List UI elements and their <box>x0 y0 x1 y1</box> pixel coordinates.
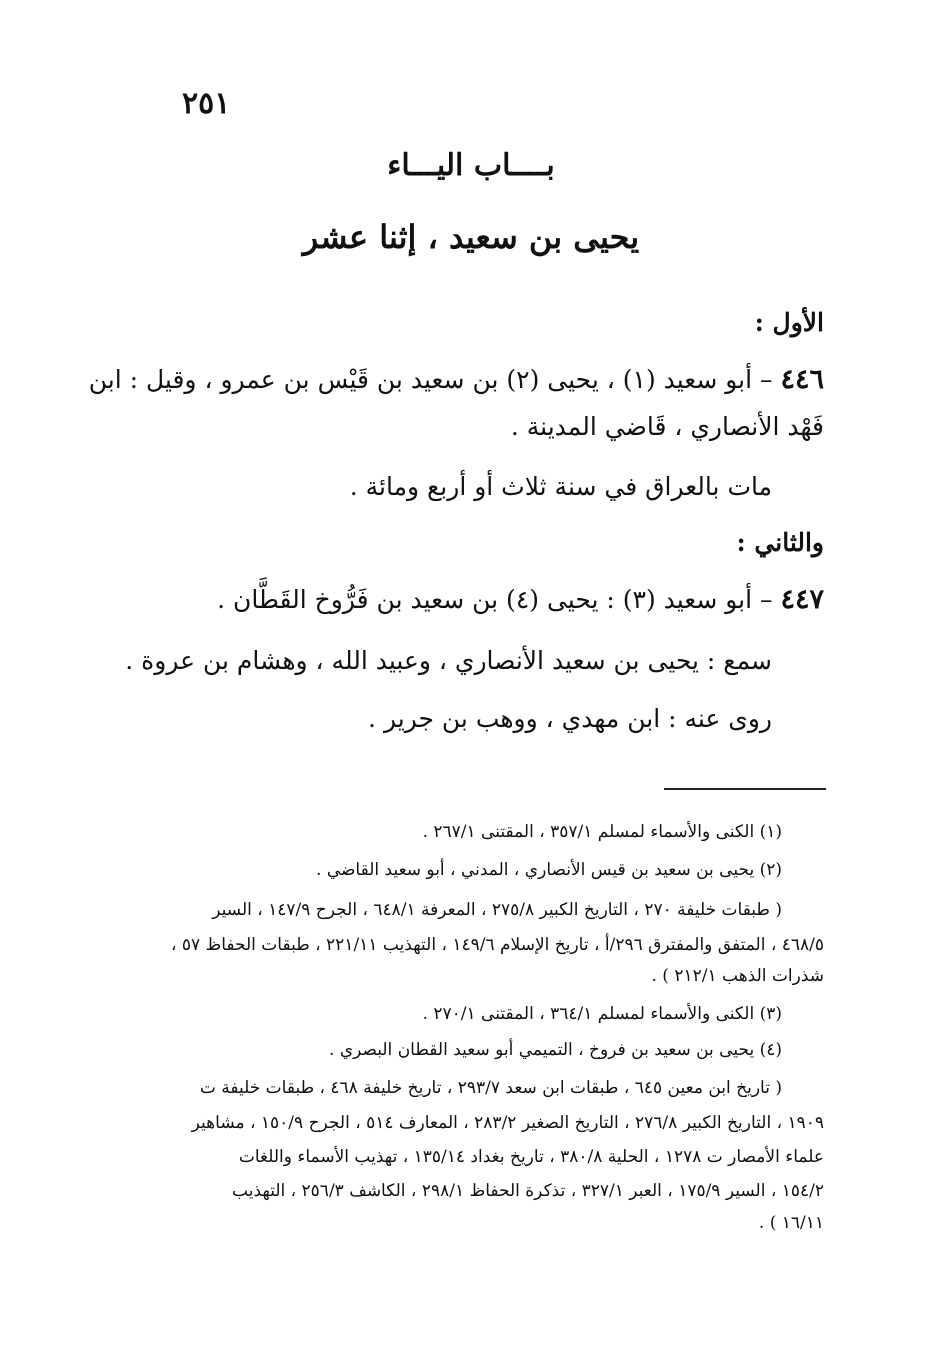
entry-447-heard: سمع : يحيى بن سعيد الأنصاري ، وعبيد الله ، وهشام بن عروة . <box>125 646 772 675</box>
footnote-4-refs-3: علماء الأمصار ت ١٢٧٨ ، الحلية ٣٨٠/٨ ، تاريخ بغداد ١٣٥/١٤ ، تهذيب الأسماء واللغات <box>238 1147 824 1167</box>
entry-446-line1 <box>89 364 824 395</box>
footnote-separator <box>664 788 826 790</box>
footnote-2-refs-3: شذرات الذهب ٢١٢/١ ) . <box>651 966 824 986</box>
entry-446-text: – أبو سعيد (١) ، يحيى (٢) بن سعيد بن قَيْس بن عمرو ، وقيل : ابن <box>88 365 773 394</box>
entry-446-line2: فَهْد الأنصاري ، قَاضي المدينة . <box>510 412 824 441</box>
entry-447-number: ٤٤٧ <box>780 584 824 615</box>
footnote-4-refs-1: ( تاريخ ابن معين ٦٤٥ ، طبقات ابن سعد ٢٩٣/٧ ، تاريخ خليفة ٤٦٨ ، طبقات خليفة ت <box>199 1078 782 1098</box>
section-subtitle: يحيى بن سعيد ، إثنا عشر <box>302 218 640 256</box>
footnote-4-refs-5: ١٦/١١ ) . <box>758 1213 824 1233</box>
first-label: الأول : <box>754 308 824 337</box>
entry-447-narrated: روى عنه : ابن مهدي ، ووهب بن جرير . <box>368 704 772 733</box>
entry-446-number: ٤٤٦ <box>780 364 824 395</box>
second-label: والثاني : <box>736 528 824 557</box>
footnote-4: (٤) يحيى بن سعيد بن فروخ ، التميمي أبو سعيد القطان البصري . <box>329 1040 782 1060</box>
chapter-title: بــــاب اليـــاء <box>387 148 555 183</box>
footnote-1: (١) الكنى والأسماء لمسلم ٣٥٧/١ ، المقتنى ٢٦٧/١ . <box>422 822 782 842</box>
entry-447-line1 <box>217 584 824 615</box>
footnote-2-refs-2: ٤٦٨/٥ ، المتفق والمفترق ٢٩٦/أ ، تاريخ الإسلام ١٤٩/٦ ، التهذيب ٢٢١/١١ ، طبقات الحفاظ ٥٧ ، <box>170 935 824 955</box>
footnote-2-refs-1: ( طبقات خليفة ٢٧٠ ، التاريخ الكبير ٢٧٥/٨ ، المعرفة ٦٤٨/١ ، الجرح ١٤٧/٩ ، السير <box>212 900 782 920</box>
footnote-2: (٢) يحيى بن سعيد بن قيس الأنصاري ، المدني ، أبو سعيد القاضي . <box>316 860 782 880</box>
footnote-3: (٣) الكنى والأسماء لمسلم ٣٦٤/١ ، المقتنى ٢٧٠/١ . <box>422 1004 782 1024</box>
page-number: ٢٥١ <box>182 86 231 121</box>
entry-447-text: – أبو سعيد (٣) : يحيى (٤) بن سعيد بن فَرُّوخ القَطَّان . <box>217 585 773 614</box>
entry-446-death: مات بالعراق في سنة ثلاث أو أربع ومائة . <box>349 472 772 501</box>
footnote-4-refs-4: ١٥٤/٢ ، السير ١٧٥/٩ ، العبر ٣٢٧/١ ، تذكرة الحفاظ ٢٩٨/١ ، الكاشف ٢٥٦/٣ ، التهذيب <box>232 1181 824 1201</box>
footnote-4-refs-2: ١٩٠٩ ، التاريخ الكبير ٢٧٦/٨ ، التاريخ الصغير ٢٨٣/٢ ، المعارف ٥١٤ ، الجرح ١٥٠/٩ ، مشاهير <box>191 1113 824 1133</box>
